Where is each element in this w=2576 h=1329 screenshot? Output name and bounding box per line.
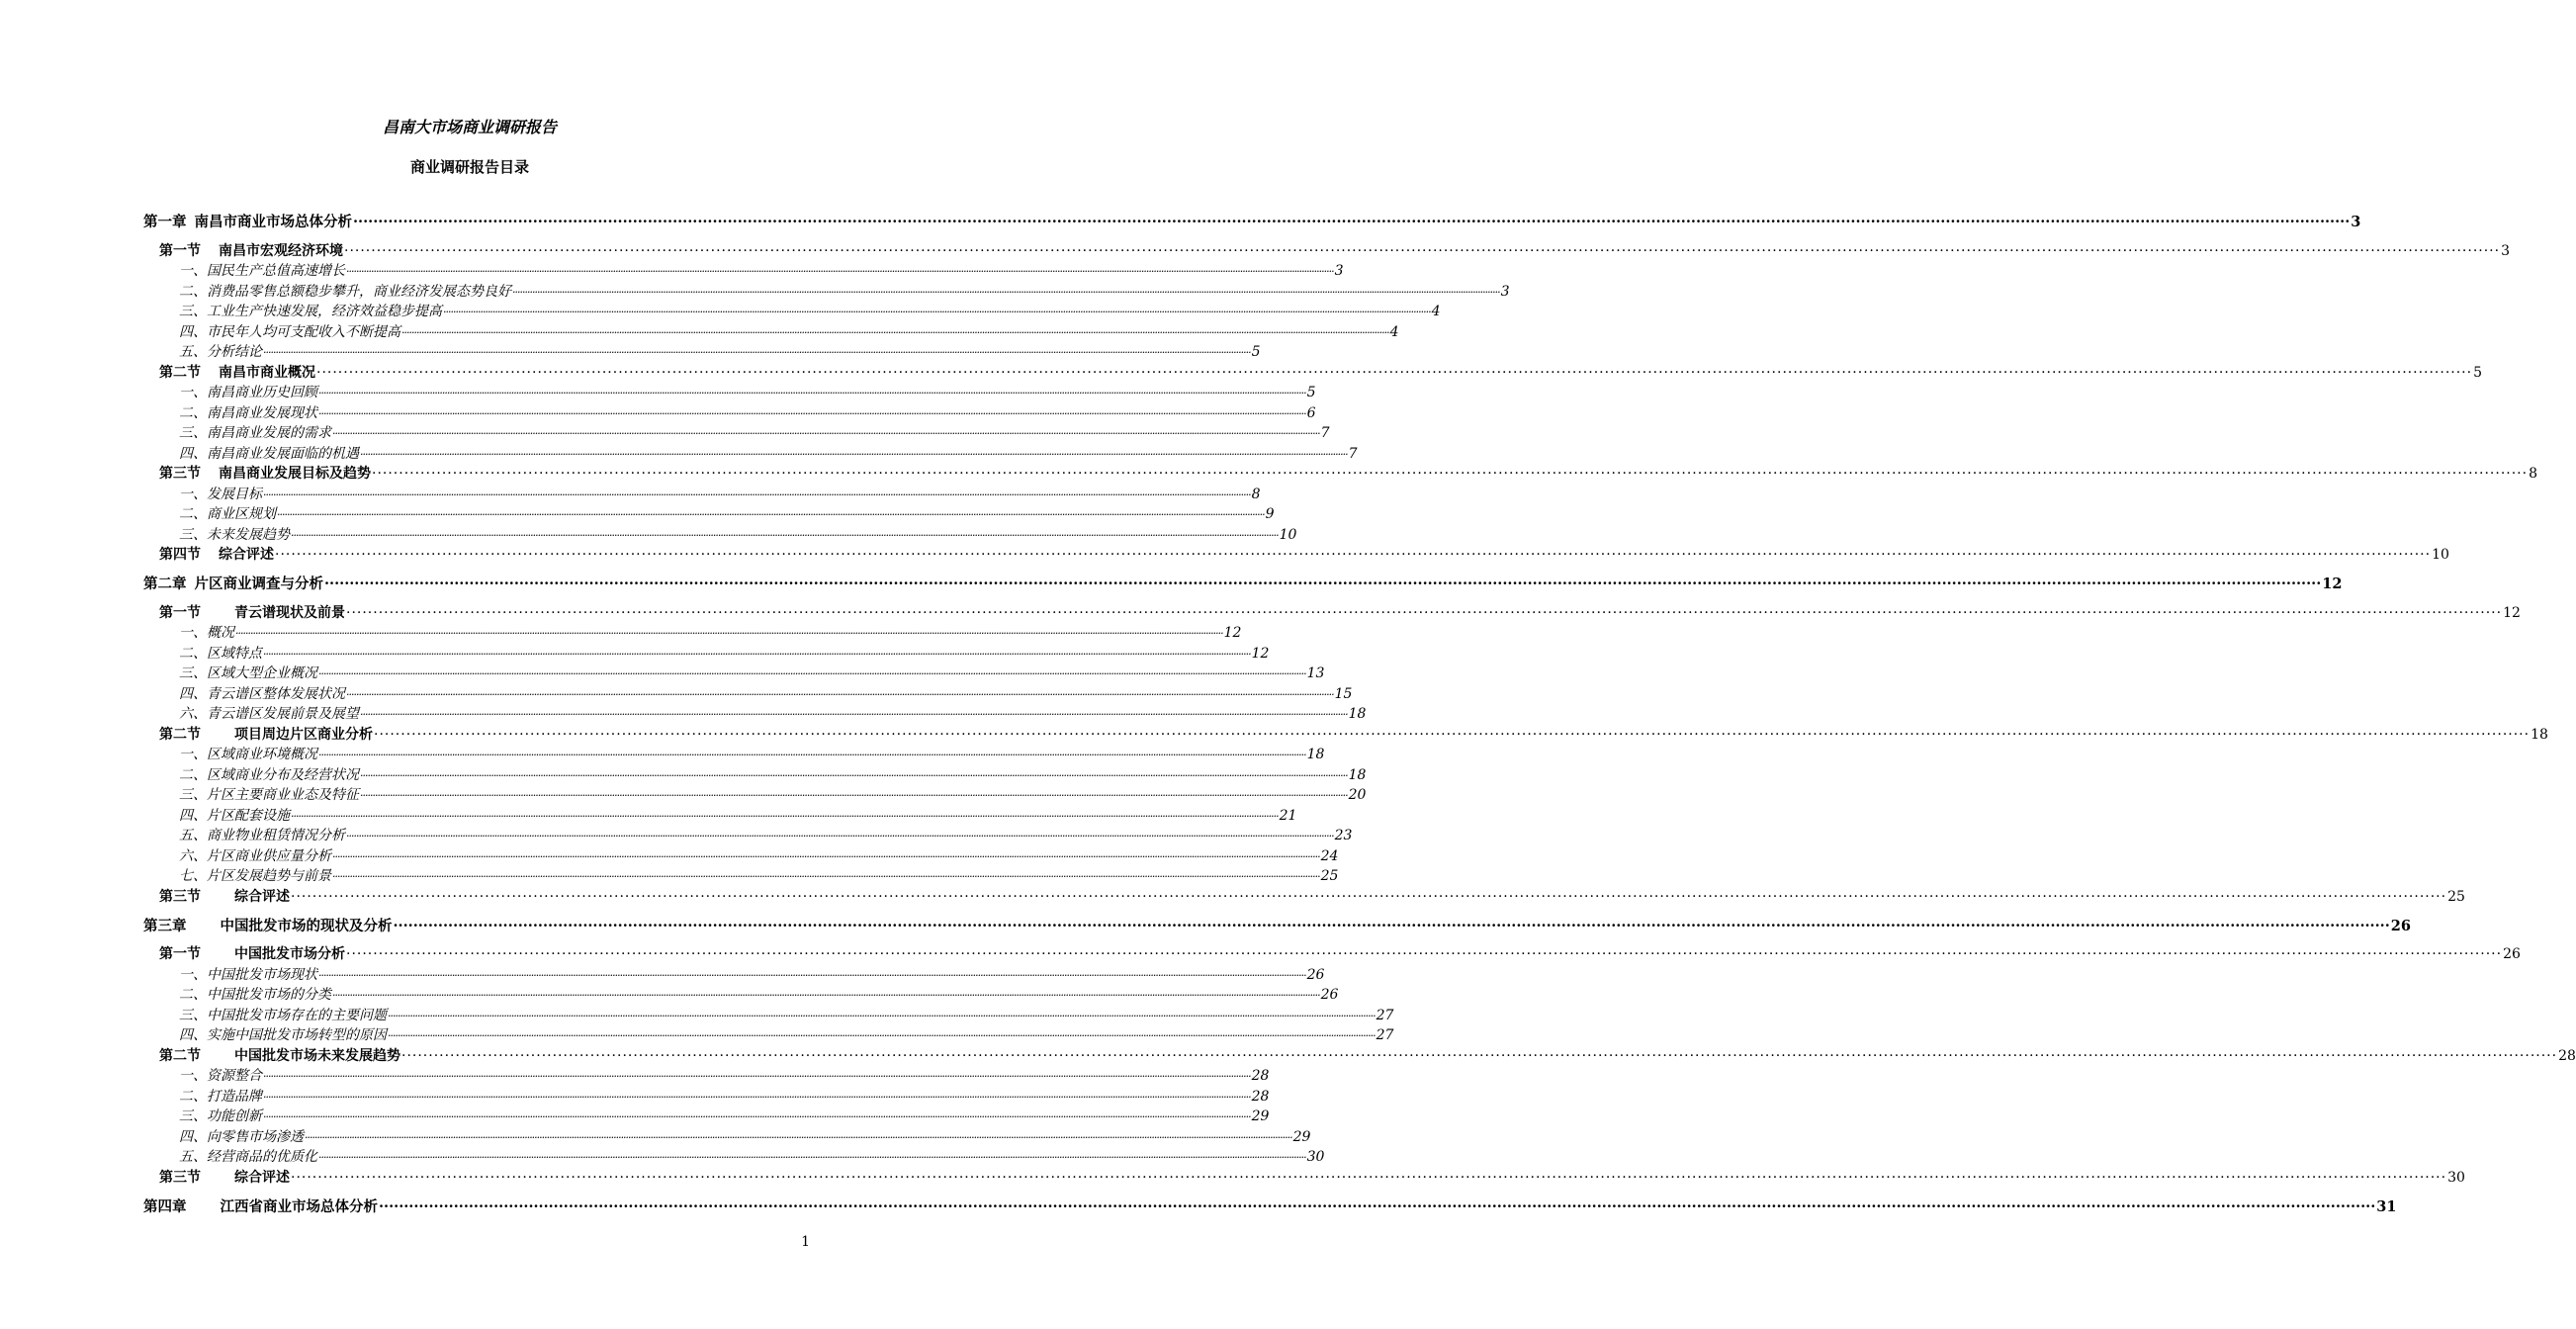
toc-entry-title: 资源整合	[207, 1068, 262, 1084]
toc-entry-title: 综合评述	[234, 1169, 290, 1186]
toc-leader-dots: ················································································································································································································································································································································································································	[346, 604, 2503, 621]
toc-leader-dots: ················································································································································································································································································································································································································	[346, 687, 1334, 701]
toc-entry-label: 第二章	[143, 576, 187, 592]
toc-item-entry[interactable]	[143, 503, 1275, 524]
toc-item-entry[interactable]	[143, 703, 1367, 724]
toc-section-entry[interactable]	[143, 943, 2521, 964]
toc-entry-page: 27	[1376, 1027, 1394, 1043]
toc-entry-label: 一、	[179, 966, 207, 983]
toc-entry-page: 29	[1292, 1128, 1311, 1145]
toc-leader-dots: ················································································································································································································································································································································································································	[263, 1110, 1251, 1123]
toc-entry-label: 三、	[179, 787, 207, 803]
toc-entry-page: 5	[1306, 385, 1316, 400]
toc-entry-title: 综合评述	[219, 547, 274, 563]
toc-leader-dots: ················································································································································································································································································································································································································	[318, 968, 1306, 982]
toc-leader-dots: ················································································································································································································································································································································································································	[277, 508, 1265, 521]
toc-leader-dots: ················································································································································································································································································································································································································	[360, 447, 1348, 461]
toc-entry-label: 第一节	[159, 604, 201, 621]
toc-entry-title: 国民生产总值高速增长	[207, 263, 345, 279]
toc-item-entry[interactable]	[143, 523, 1297, 544]
toc-entry-label: 三、	[179, 425, 207, 441]
toc-entry-title: 片区商业调查与分析	[194, 576, 323, 592]
toc-leader-dots: ················································································································································································································································································································································································································	[346, 830, 1334, 842]
toc-section-entry[interactable]	[143, 463, 2537, 484]
toc-entry-page: 18	[1348, 766, 1367, 783]
toc-leader-dots: ················································································································································································································································································································································································································	[346, 946, 2503, 962]
toc-entry-title: 概况	[207, 625, 234, 641]
toc-entry-title: 南昌商业发展面临的机遇	[207, 445, 359, 462]
toc-leader-dots: ················································································································································································································································································································································································································	[305, 1130, 1292, 1144]
toc-entry-page: 3	[2501, 242, 2510, 259]
toc-leader-dots: ················································································································································································································································································································································································································	[263, 1070, 1251, 1083]
toc-leader-dots: ················································································································································································································································································································································································································	[388, 1009, 1376, 1022]
toc-entry-title: 区域特点	[207, 645, 262, 662]
toc-leader-dots: ················································································································································································································································································································································································································	[318, 1151, 1306, 1164]
toc-entry-page: 5	[1251, 344, 1261, 360]
toc-entry-label: 一、	[179, 486, 207, 502]
toc-section-entry[interactable]	[143, 239, 2510, 260]
toc-entry-label: 三、	[179, 304, 207, 319]
toc-item-entry[interactable]	[143, 1085, 1270, 1106]
toc-entry-page: 5	[2473, 364, 2482, 381]
toc-entry-title: 商业物业租赁情况分析	[207, 828, 345, 843]
toc-entry-title: 实施中国批发市场转型的原因	[207, 1027, 387, 1043]
toc-entry-page: 25	[1320, 868, 1339, 884]
toc-entry-label: 第三章	[143, 917, 187, 934]
toc-entry-title: 南昌商业发展的需求	[207, 425, 331, 441]
toc-heading: 商业调研报告目录	[409, 158, 529, 176]
toc-entry-page: 4	[1431, 304, 1441, 319]
toc-entry-label: 四、	[179, 323, 207, 340]
toc-entry-page: 18	[1306, 747, 1325, 762]
toc-section-entry[interactable]	[143, 1166, 2465, 1187]
toc-item-entry[interactable]	[143, 301, 1441, 321]
toc-entry-title: 青云谱区整体发展状况	[207, 685, 345, 702]
toc-leader-dots: ················································································································································································································································································································································································································	[360, 768, 1348, 782]
toc-entry-page: 12	[1251, 645, 1270, 662]
toc-leader-dots: ················································································································································································································································································································································································································	[318, 406, 1306, 420]
toc-entry-label: 二、	[179, 283, 207, 300]
toc-leader-dots: ················································································································································································································································································································································································································	[316, 364, 2473, 381]
toc-leader-dots: ················································································································································································································································································································································································································	[360, 789, 1348, 802]
toc-leader-dots: ················································································································································································································································································································································································································	[512, 285, 1500, 299]
toc-item-entry[interactable]	[143, 483, 1261, 503]
toc-entry-label: 第一章	[143, 214, 187, 230]
toc-leader-dots: ················································································································································································································································································································································································································	[291, 809, 1279, 823]
toc-entry-label: 第一节	[159, 242, 201, 259]
toc-item-entry[interactable]	[143, 1024, 1394, 1045]
toc-leader-dots: ················································································································································································································································································································································································································	[372, 466, 2529, 482]
toc-entry-page: 26	[1306, 966, 1325, 983]
toc-chapter-entry[interactable]	[143, 1196, 2397, 1215]
toc-entry-label: 七、	[179, 868, 207, 884]
toc-item-entry[interactable]	[143, 1125, 1311, 1146]
toc-entry-page: 3	[2351, 214, 2361, 230]
toc-entry-title: 南昌市商业市场总体分析	[194, 214, 352, 230]
toc-entry-label: 四、	[179, 445, 207, 462]
toc-entry-label: 三、	[179, 1007, 207, 1023]
toc-entry-label: 三、	[179, 526, 207, 543]
toc-entry-page: 6	[1306, 404, 1316, 421]
toc-item-entry[interactable]	[143, 382, 1316, 402]
toc-section-entry[interactable]	[143, 1044, 2576, 1065]
page-number: 1	[801, 1234, 810, 1250]
toc-entry-title: 江西省商业市场总体分析	[220, 1197, 378, 1215]
toc-entry-label: 五、	[179, 828, 207, 843]
table-of-contents	[143, 202, 2576, 1224]
toc-leader-dots: ················································································································································································································································································································································································································	[263, 647, 1251, 661]
toc-leader-dots: ················································································································································································································································································································································································································	[263, 1090, 1251, 1104]
toc-entry-title: 南昌商业发展目标及趋势	[219, 466, 371, 482]
toc-entry-page: 23	[1334, 828, 1353, 843]
toc-entry-label: 一、	[179, 625, 207, 641]
toc-entry-title: 片区主要商业业态及特征	[207, 787, 359, 803]
toc-entry-title: 功能创新	[207, 1108, 262, 1124]
toc-item-entry[interactable]	[143, 865, 1339, 886]
toc-chapter-entry[interactable]	[143, 915, 2411, 934]
toc-item-entry[interactable]	[143, 1004, 1394, 1024]
toc-entry-title: 片区发展趋势与前景	[207, 868, 331, 884]
toc-leader-dots: ················································································································································································································································································································································································································	[393, 917, 2390, 934]
toc-entry-label: 一、	[179, 1068, 207, 1084]
toc-section-entry[interactable]	[143, 885, 2465, 906]
toc-item-entry[interactable]	[143, 422, 1330, 443]
toc-item-entry[interactable]	[143, 663, 1325, 683]
toc-entry-page: 29	[1251, 1108, 1270, 1124]
toc-entry-title: 南昌商业历史回顾	[207, 385, 317, 400]
toc-leader-dots: ················································································································································································································································································································································································································	[263, 487, 1251, 501]
toc-leader-dots: ················································································································································································································································································································································································································	[344, 242, 2501, 259]
toc-leader-dots: ················································································································································································································································································································································································································	[291, 528, 1279, 542]
toc-entry-label: 五、	[179, 1149, 207, 1165]
toc-entry-page: 15	[1334, 685, 1353, 702]
toc-entry-page: 28	[2558, 1047, 2576, 1064]
toc-item-entry[interactable]	[143, 1146, 1325, 1167]
toc-entry-title: 未来发展趋势	[207, 526, 290, 543]
toc-leader-dots: ················································································································································································································································································································································································································	[332, 989, 1320, 1002]
toc-entry-page: 12	[2503, 604, 2521, 621]
toc-entry-label: 第一节	[159, 946, 201, 962]
toc-leader-dots: ················································································································································································································································································································································································································	[291, 888, 2447, 905]
toc-entry-title: 中国批发市场分析	[234, 946, 345, 962]
toc-entry-label: 二、	[179, 987, 207, 1003]
toc-chapter-entry[interactable]	[143, 211, 2361, 230]
toc-entry-page: 27	[1376, 1007, 1394, 1023]
toc-entry-page: 26	[1320, 987, 1339, 1003]
toc-item-entry[interactable]	[143, 280, 1510, 301]
toc-entry-label: 三、	[179, 665, 207, 681]
toc-item-entry[interactable]	[143, 984, 1339, 1005]
toc-item-entry[interactable]	[143, 1065, 1270, 1086]
toc-leader-dots: ················································································································································································································································································································································································································	[332, 849, 1320, 863]
toc-entry-title: 中国批发市场未来发展趋势	[234, 1047, 400, 1064]
toc-entry-label: 四、	[179, 685, 207, 702]
toc-entry-page: 8	[1251, 486, 1261, 502]
toc-entry-page: 24	[1320, 847, 1339, 864]
toc-entry-title: 项目周边片区商业分析	[234, 726, 373, 743]
toc-entry-label: 四、	[179, 807, 207, 824]
toc-item-entry[interactable]	[143, 260, 1344, 281]
toc-entry-title: 区域商业环境概况	[207, 747, 317, 762]
toc-entry-page: 7	[1348, 445, 1358, 462]
toc-leader-dots: ················································································································································································································································································································································································································	[332, 870, 1320, 883]
toc-entry-label: 六、	[179, 706, 207, 722]
toc-entry-title: 消费品零售总额稳步攀升，商业经济发展态势良好	[207, 283, 511, 300]
toc-section-entry[interactable]	[143, 544, 2449, 565]
toc-leader-dots: ················································································································································································································································································································································································································	[291, 1169, 2447, 1186]
toc-entry-title: 综合评述	[234, 888, 290, 905]
toc-leader-dots: ················································································································································································································································································································································································································	[346, 265, 1334, 278]
toc-entry-title: 中国批发市场的分类	[207, 987, 331, 1003]
toc-entry-label: 第二节	[159, 726, 201, 743]
toc-leader-dots: ················································································································································································································································································································································································································	[379, 1197, 2376, 1215]
toc-entry-label: 第四节	[159, 547, 201, 563]
toc-entry-page: 3	[1500, 283, 1510, 300]
toc-entry-label: 一、	[179, 747, 207, 762]
toc-entry-title: 打造品牌	[207, 1088, 262, 1105]
toc-entry-title: 中国批发市场存在的主要问题	[207, 1007, 387, 1023]
toc-item-entry[interactable]	[143, 682, 1353, 703]
toc-item-entry[interactable]	[143, 442, 1358, 463]
toc-entry-title: 中国批发市场现状	[207, 966, 317, 983]
toc-item-entry[interactable]	[143, 341, 1261, 362]
toc-leader-dots: ················································································································································································································································································································································································································	[275, 547, 2432, 563]
toc-entry-page: 4	[1389, 323, 1399, 340]
toc-chapter-entry[interactable]	[143, 573, 2343, 592]
toc-entry-label: 第四章	[143, 1197, 187, 1215]
toc-entry-page: 7	[1320, 425, 1330, 441]
toc-entry-page: 12	[2322, 576, 2343, 592]
toc-entry-title: 青云谱现状及前景	[234, 604, 345, 621]
toc-entry-page: 30	[2447, 1169, 2465, 1186]
toc-leader-dots: ················································································································································································································································································································································································································	[235, 627, 1223, 640]
toc-entry-page: 25	[2447, 888, 2465, 905]
toc-entry-page: 20	[1348, 787, 1367, 803]
toc-entry-page: 21	[1279, 807, 1297, 824]
toc-entry-page: 10	[1279, 526, 1297, 543]
toc-section-entry[interactable]	[143, 723, 2548, 744]
toc-entry-label: 二、	[179, 506, 207, 522]
toc-leader-dots: ················································································································································································································································································································································································································	[443, 306, 1431, 318]
toc-entry-label: 三、	[179, 1108, 207, 1124]
toc-entry-page: 9	[1265, 506, 1275, 522]
toc-entry-page: 3	[1334, 263, 1344, 279]
toc-entry-label: 第三节	[159, 1169, 201, 1186]
toc-entry-label: 六、	[179, 847, 207, 864]
toc-entry-title: 南昌市商业概况	[219, 364, 315, 381]
toc-entry-label: 第三节	[159, 888, 201, 905]
toc-leader-dots: ················································································································································································································································································································································································································	[388, 1029, 1376, 1042]
toc-entry-title: 南昌商业发展现状	[207, 404, 317, 421]
toc-entry-title: 经营商品的优质化	[207, 1149, 317, 1165]
toc-entry-page: 8	[2529, 466, 2537, 482]
toc-leader-dots: ················································································································································································································································································································································································································	[401, 325, 1389, 339]
toc-entry-page: 30	[1306, 1149, 1325, 1165]
toc-leader-dots: ················································································································································································································································································································································································································	[318, 749, 1306, 761]
toc-entry-title: 发展目标	[207, 486, 262, 502]
document-title: 昌南大市场商业调研报告	[382, 118, 557, 136]
toc-entry-page: 12	[1223, 625, 1242, 641]
toc-entry-title: 向零售市场渗透	[207, 1128, 304, 1145]
toc-entry-title: 片区配套设施	[207, 807, 290, 824]
toc-entry-label: 四、	[179, 1027, 207, 1043]
toc-entry-label: 一、	[179, 385, 207, 400]
toc-entry-label: 二、	[179, 645, 207, 662]
toc-item-entry[interactable]	[143, 844, 1339, 865]
toc-entry-title: 市民年人均可支配收入不断提高	[207, 323, 400, 340]
toc-entry-page: 26	[2503, 946, 2521, 962]
toc-entry-title: 区域大型企业概况	[207, 665, 317, 681]
toc-entry-label: 二、	[179, 1088, 207, 1105]
toc-entry-page: 28	[1251, 1068, 1270, 1084]
toc-item-entry[interactable]	[143, 320, 1399, 341]
toc-section-entry[interactable]	[143, 601, 2521, 622]
toc-item-entry[interactable]	[143, 804, 1297, 825]
toc-entry-title: 区域商业分布及经营状况	[207, 766, 359, 783]
toc-entry-label: 二、	[179, 766, 207, 783]
toc-item-entry[interactable]	[143, 825, 1353, 845]
toc-entry-page: 10	[2432, 547, 2449, 563]
toc-item-entry[interactable]	[143, 622, 1242, 643]
toc-leader-dots: ················································································································································································································································································································································································································	[318, 387, 1306, 399]
toc-entry-label: 第三节	[159, 466, 201, 482]
toc-entry-title: 片区商业供应量分析	[207, 847, 331, 864]
toc-entry-title: 工业生产快速发展，经济效益稳步提高	[207, 304, 442, 319]
toc-item-entry[interactable]	[143, 744, 1325, 764]
toc-entry-label: 四、	[179, 1128, 207, 1145]
toc-entry-label: 五、	[179, 344, 207, 360]
toc-leader-dots: ················································································································································································································································································································································································································	[360, 708, 1348, 721]
toc-item-entry[interactable]	[143, 784, 1367, 805]
toc-entry-page: 31	[2376, 1197, 2397, 1215]
toc-entry-page: 26	[2390, 917, 2411, 934]
toc-entry-title: 青云谱区发展前景及展望	[207, 706, 359, 722]
toc-section-entry[interactable]	[143, 361, 2482, 382]
toc-leader-dots: ················································································································································································································································································································································································································	[324, 576, 2322, 592]
toc-leader-dots: ················································································································································································································································································································································································································	[353, 214, 2351, 230]
toc-leader-dots: ················································································································································································································································································································································································································	[332, 427, 1320, 440]
toc-entry-page: 28	[1251, 1088, 1270, 1105]
toc-item-entry[interactable]	[143, 963, 1325, 984]
toc-entry-page: 13	[1306, 665, 1325, 681]
toc-leader-dots: ················································································································································································································································································································································································································	[374, 726, 2531, 743]
toc-item-entry[interactable]	[143, 401, 1316, 422]
toc-item-entry[interactable]	[143, 642, 1270, 663]
toc-entry-title: 中国批发市场的现状及分析	[220, 917, 393, 934]
toc-entry-title: 南昌市宏观经济环境	[219, 242, 343, 259]
toc-item-entry[interactable]	[143, 763, 1367, 784]
toc-entry-label: 二、	[179, 404, 207, 421]
toc-entry-label: 第二节	[159, 364, 201, 381]
toc-item-entry[interactable]	[143, 1106, 1270, 1126]
toc-entry-page: 18	[1348, 706, 1367, 722]
toc-leader-dots: ················································································································································································································································································································································································································	[318, 667, 1306, 680]
toc-entry-label: 第二节	[159, 1047, 201, 1064]
toc-entry-title: 分析结论	[207, 344, 262, 360]
toc-entry-title: 商业区规划	[207, 506, 276, 522]
toc-leader-dots: ················································································································································································································································································································································································································	[401, 1047, 2558, 1064]
toc-leader-dots: ················································································································································································································································································································································································································	[263, 346, 1251, 359]
toc-entry-label: 一、	[179, 263, 207, 279]
toc-entry-page: 18	[2531, 726, 2548, 743]
